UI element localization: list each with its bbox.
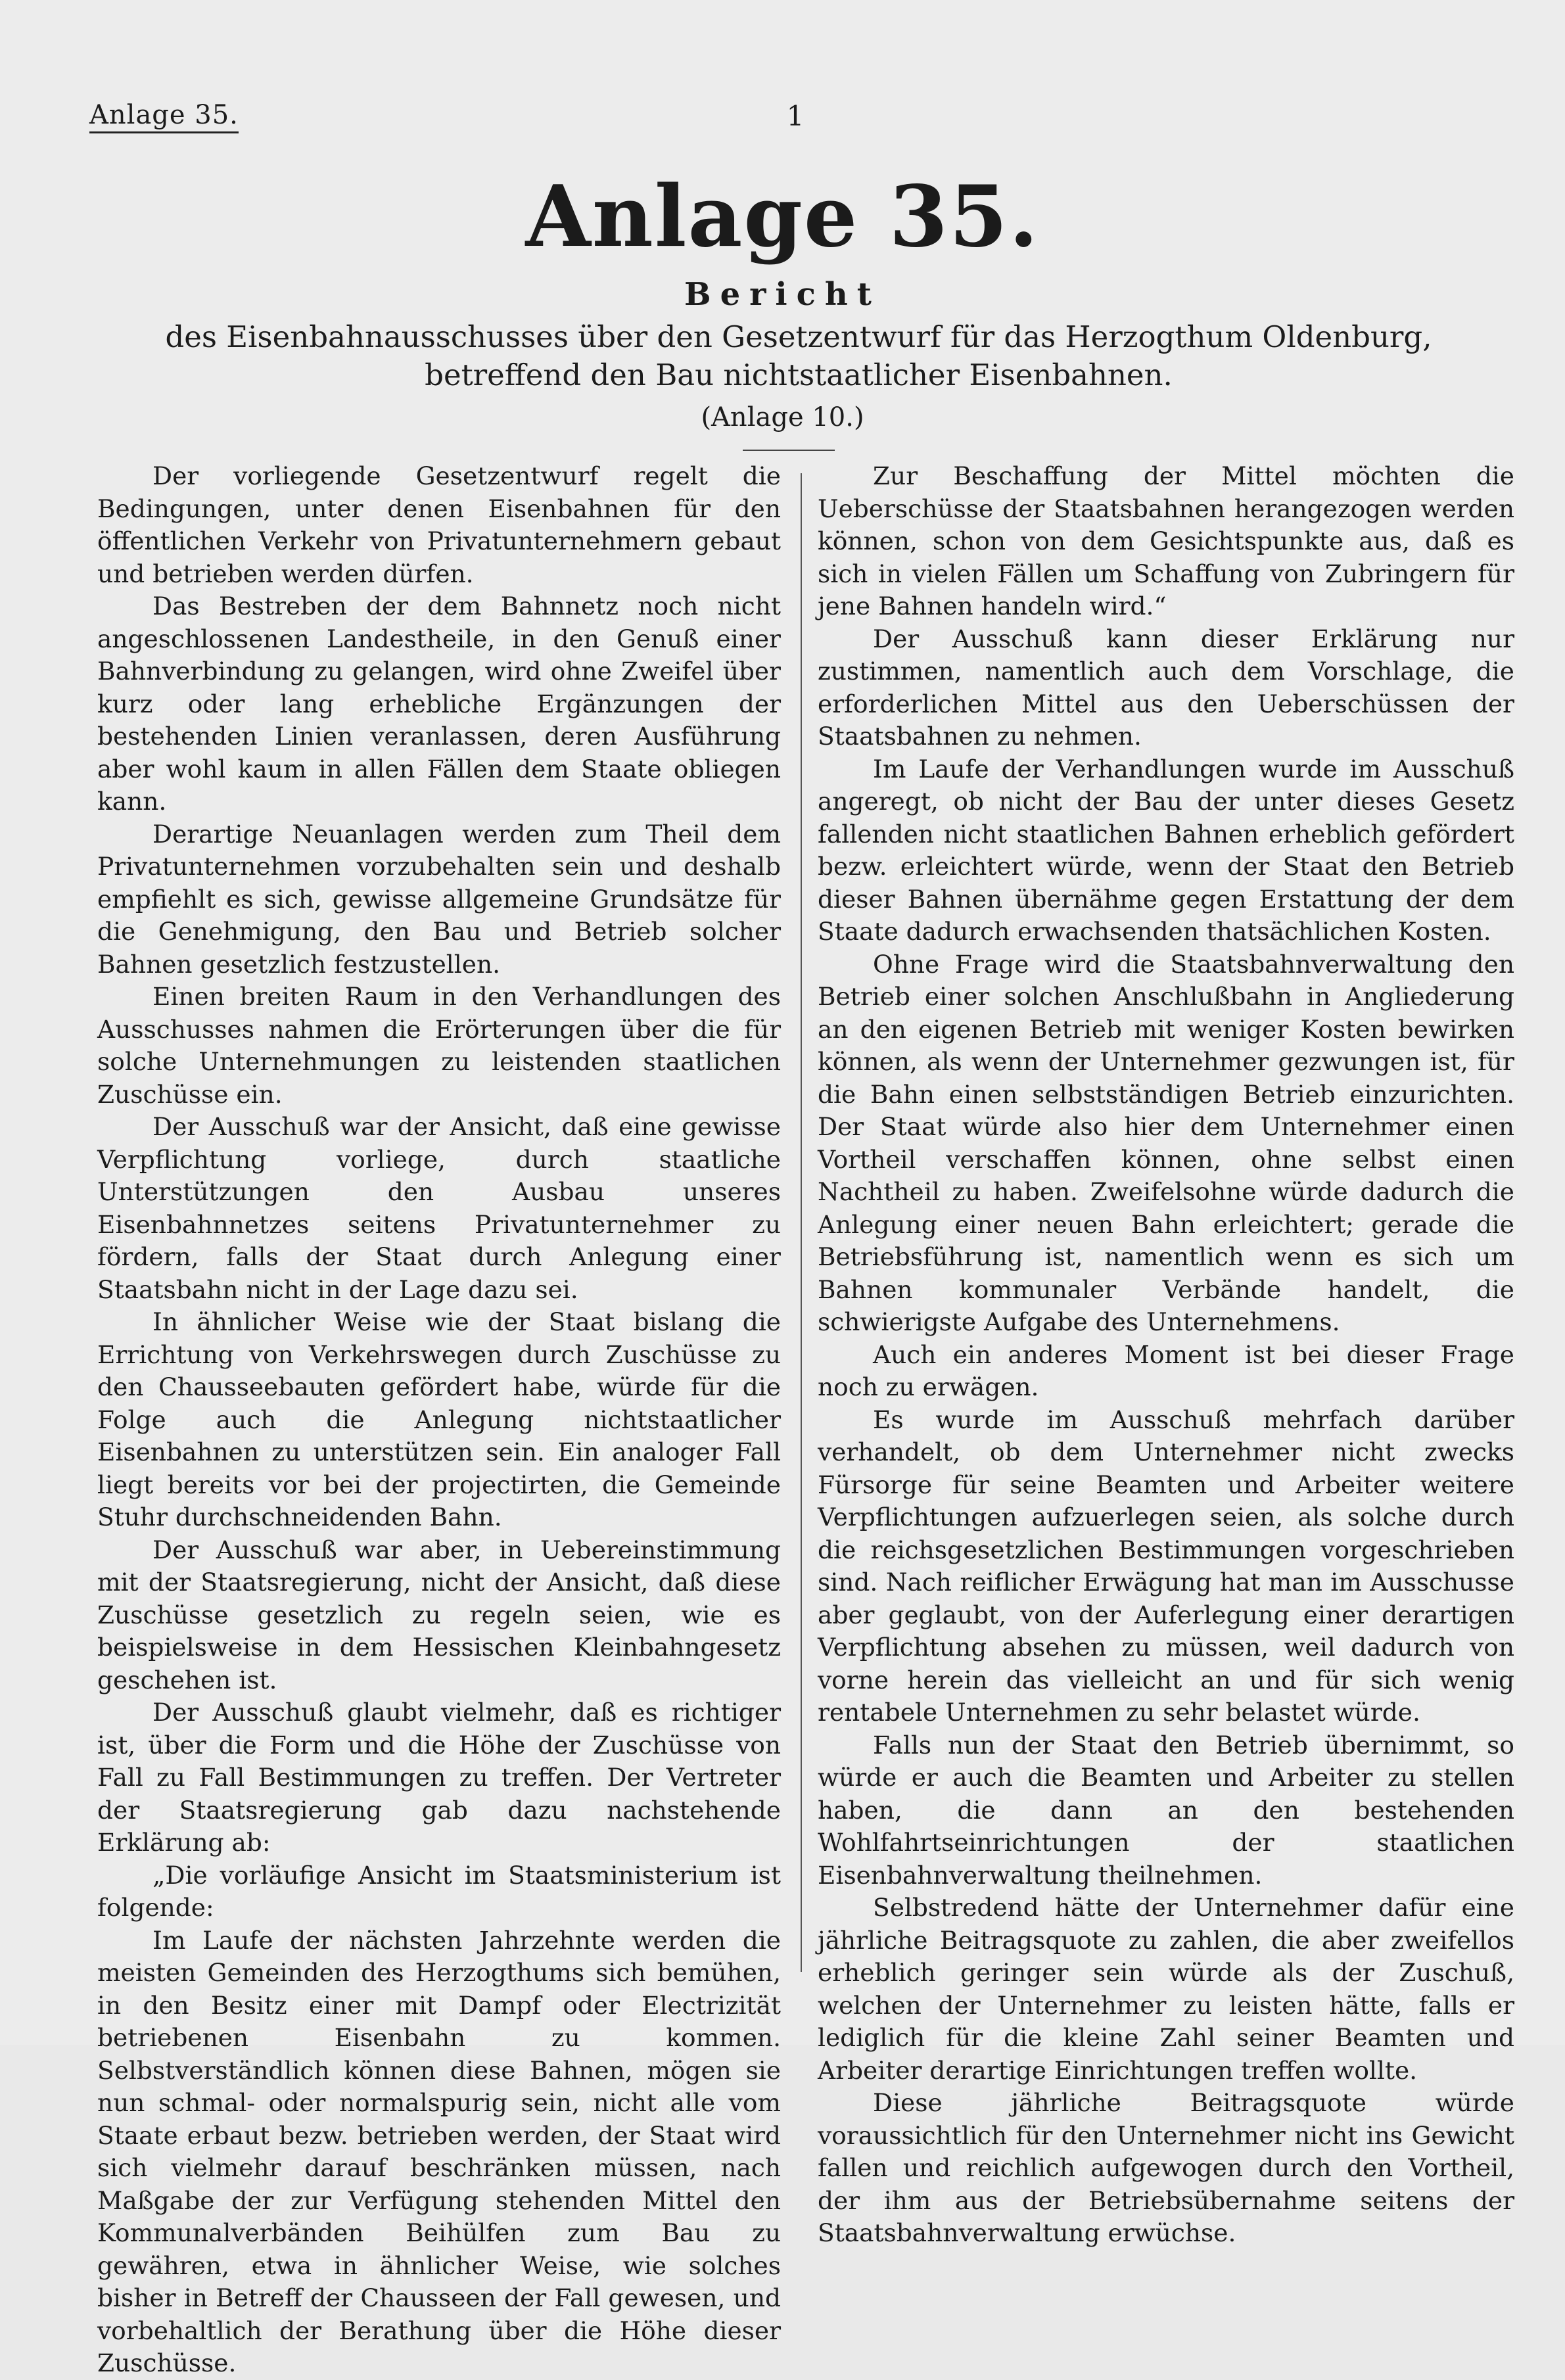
paragraph: Das Bestreben der dem Bahnnetz noch nicht angeschlossenen Landestheile, in den Genuß einer Bahnverbindung zu gelangen, wird ohne Zweifel über kurz oder lang erhebliche Ergänzungen der bestehenden Linien veranlassen, deren Ausführung aber wohl kaum in allen Fällen dem Staate obliegen kann. xyxy=(97,592,781,816)
document-reference: (Anlage 10.) xyxy=(701,402,864,432)
column-divider xyxy=(801,473,802,1972)
title-rule xyxy=(743,450,835,451)
paragraph: Derartige Neuanlagen werden zum Theil dem Privatunternehmen vorzubehalten sein und deshalb empfiehlt es sich, gewisse allgemeine Grundsätze für die Genehmigung, den Bau und Betrieb solcher Bahnen gesetzlich festzustellen. xyxy=(97,819,781,979)
paragraph: Selbstredend hätte der Unternehmer dafür eine jährliche Beitragsquote zu zahlen, die aber zweifellos erheblich geringer sein würde als der Zuschuß, welchen der Unternehmer zu leisten hätte, falls er lediglich für die kleine Zahl seiner Beamten und Arbeiter derartige Einrichtungen treffen wollte. xyxy=(818,1893,1514,2085)
paragraph: Im Laufe der nächsten Jahrzehnte werden die meisten Gemeinden des Herzogthums sich bemühen, in den Besitz einer mit Dampf oder Electrizität betriebenen Eisenbahn zu kommen. Selbstverständlich können diese Bahnen, mögen sie nun schmal- oder normalspurig sein, nicht alle vom Staate erbaut bezw. betrieben werden, der Staat wird sich vielmehr darauf beschränken müssen, nach Maßgabe der zur Verfügung stehenden Mittel den Kommunalverbänden Beihülfen zum Bau zu gewähren, etwa in ähnlicher Weise, wie solches bisher in Betreff der Chausseen der Fall gewesen, und vorbehaltlich der Berathung über die Höhe dieser Zuschüsse. xyxy=(97,1925,781,2377)
paragraph: Einen breiten Raum in den Verhandlungen des Ausschusses nahmen die Erörterungen über die für solche Unternehmungen zu leistenden staatlichen Zuschüsse ein. xyxy=(97,982,781,1109)
paragraph: Es wurde im Ausschuß mehrfach darüber verhandelt, ob dem Unternehmer nicht zwecks Fürsorge für seine Beamten und Arbeiter weitere Verpflichtungen aufzuerlegen seien, als solche durch die reichsgesetzlichen Bestimmungen vorgeschrieben sind. Nach reiflicher Erwägung hat man im Ausschusse aber geglaubt, von der Auferlegung einer derartigen Verpflichtung absehen zu müssen, weil dadurch von vorne herein das vielleicht an und für sich wenig rentabele Unternehmen zu sehr belastet würde. xyxy=(818,1405,1514,1727)
paragraph: Diese jährliche Beitragsquote würde voraussichtlich für den Unternehmer nicht ins Gewicht fallen und reichlich aufgewogen durch den Vortheil, der ihm aus der Betriebsübernahme seitens der Staatsbahnverwaltung erwüchse. xyxy=(818,2088,1514,2247)
paragraph: Der Ausschuß kann dieser Erklärung nur zustimmen, namentlich auch dem Vorschlage, die erforderlichen Mittel aus den Ueberschüssen der Staatsbahnen zu nehmen. xyxy=(818,624,1514,751)
paragraph: „Die vorläufige Ansicht im Staatsministerium ist folgende: xyxy=(97,1860,781,1922)
running-head: Anlage 35. xyxy=(89,100,239,133)
paragraph: Zur Beschaffung der Mittel möchten die Ueberschüsse der Staatsbahnen herangezogen werden können, schon von dem Gesichtspunkte aus, daß es sich in vielen Fällen um Schaffung von Zubringern für jene Bahnen handeln wird.“ xyxy=(818,461,1514,620)
paragraph: Auch ein anderes Moment ist bei dieser Frage noch zu erwägen. xyxy=(818,1340,1514,1401)
document-title: Anlage 35. xyxy=(525,168,1040,266)
document-description: des Eisenbahnausschusses über den Gesetzentwurf für das Herzogthum Oldenburg, betreffend den Bau nichtstaatlicher Eisenbahnen. xyxy=(165,319,1432,392)
page-number: 1 xyxy=(786,100,805,132)
paragraph: Ohne Frage wird die Staatsbahnverwaltung den Betrieb einer solchen Anschlußbahn in Angliederung an den eigenen Betrieb mit weniger Kosten bewirken können, als wenn der Unternehmer gezwungen ist, für die Bahn einen selbstständigen Betrieb einzurichten. Der Staat würde also hier dem Unternehmer einen Vortheil verschaffen können, ohne selbst einen Nachtheil zu haben. Zweifelsohne würde dadurch die Anlegung einer neuen Bahn erleichtert; gerade die Betriebsführung ist, namentlich wenn es sich um Bahnen kommunaler Verbände handelt, die schwierigste Aufgabe des Unternehmens. xyxy=(818,949,1514,1336)
paragraph: Der Ausschuß war der Ansicht, daß eine gewisse Verpflichtung vorliege, durch staatliche Unterstützungen den Ausbau unseres Eisenbahnnetzes seitens Privatunternehmer zu fördern, falls der Staat durch Anlegung einer Staatsbahn nicht in der Lage dazu sei. xyxy=(97,1112,781,1304)
right-column xyxy=(818,460,1514,2250)
left-column xyxy=(97,460,781,2380)
document-subtitle: Bericht xyxy=(684,276,881,313)
paragraph: Der Ausschuß war aber, in Uebereinstimmung mit der Staatsregierung, nicht der Ansicht, daß diese Zuschüsse gesetzlich zu regeln seien, wie es beispielsweise in dem Hessischen Kleinbahngesetz geschehen ist. xyxy=(97,1535,781,1694)
paragraph: In ähnlicher Weise wie der Staat bislang die Errichtung von Verkehrswegen durch Zuschüsse zu den Chausseebauten gefördert habe, würde für die Folge auch die Anlegung nichtstaatlicher Eisenbahnen zu unterstützen sein. Ein analoger Fall liegt bereits vor bei der projectirten, die Gemeinde Stuhr durchschneidenden Bahn. xyxy=(97,1307,781,1531)
paragraph: Der vorliegende Gesetzentwurf regelt die Bedingungen, unter denen Eisenbahnen für den öffentlichen Verkehr von Privatunternehmern gebaut und betrieben werden dürfen. xyxy=(97,461,781,588)
paragraph: Der Ausschuß glaubt vielmehr, daß es richtiger ist, über die Form und die Höhe der Zuschüsse von Fall zu Fall Bestimmungen zu treffen. Der Vertreter der Staatsregierung gab dazu nachstehende Erklärung ab: xyxy=(97,1698,781,1857)
paragraph: Im Laufe der Verhandlungen wurde im Ausschuß angeregt, ob nicht der Bau der unter dieses Gesetz fallenden nicht staatlichen Bahnen erheblich gefördert bezw. erleichtert würde, wenn der Staat den Betrieb dieser Bahnen übernähme gegen Erstattung der dem Staate dadurch erwachsenden thatsächlichen Kosten. xyxy=(818,754,1514,946)
paragraph: Falls nun der Staat den Betrieb übernimmt, so würde er auch die Beamten und Arbeiter zu stellen haben, die dann an den bestehenden Wohlfahrtseinrichtungen der staatlichen Eisenbahnverwaltung theilnehmen. xyxy=(818,1730,1514,1890)
